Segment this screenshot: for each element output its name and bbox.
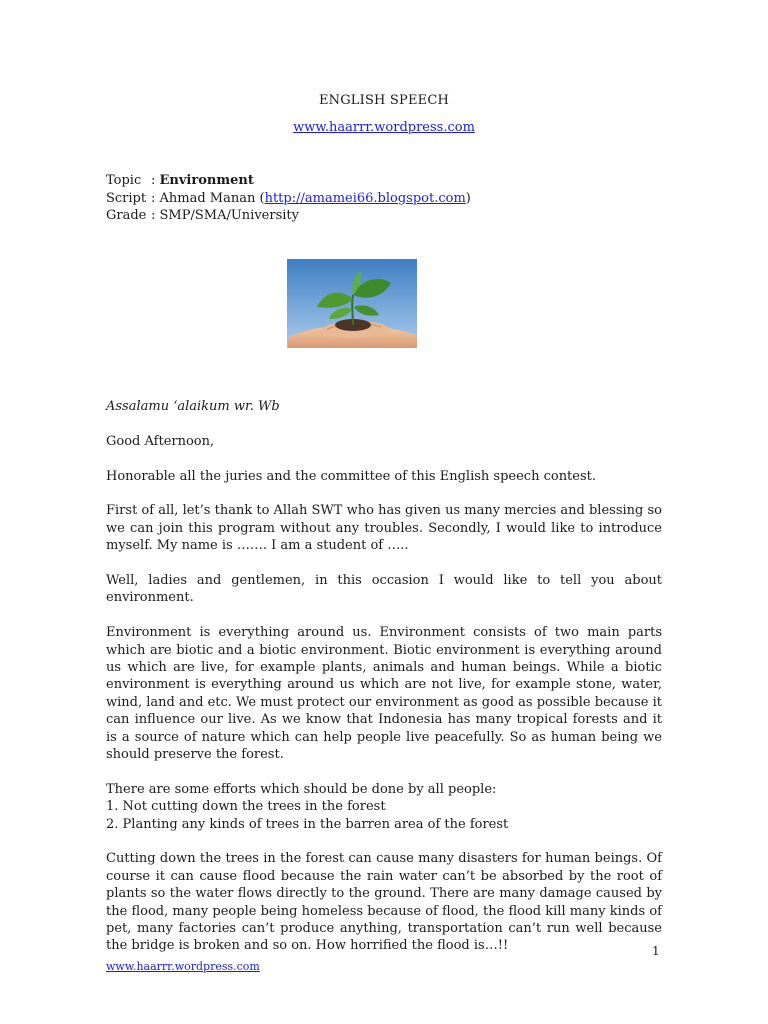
speech-paragraph: Honorable all the juries and the committee of this English speech contest. — [106, 468, 597, 484]
plant-in-hands-icon — [287, 259, 417, 348]
page-number: 1 — [652, 944, 660, 958]
speech-paragraph: Environment is everything around us. Environment consists of two main parts which are biotic and a biotic environment. Biotic environment is everything around us which are live, for example plants, animals and human beings. While a biotic environment is everything around us which are not live, for example stone, water, wind, land and etc. We must protect our environment as good as possible because it can influence our live. As we know that Indonesia has many tropical forests and it is a source of nature which can help people live peacefully. So as human being we should preserve the forest. — [106, 625, 662, 763]
footer-link-container — [106, 960, 260, 973]
speech-body — [106, 398, 662, 972]
header-site-link-container — [0, 120, 768, 135]
meta-topic-text: Environment — [159, 173, 254, 188]
meta-topic-key: Topic — [106, 173, 142, 188]
plant-in-hands-image — [287, 259, 417, 348]
speech-paragraph: Cutting down the trees in the forest can cause many disasters for human beings. Of course it can cause flood because the rain water can’t be absorbed by the root of plants so the water flows directly to the ground. There are many damage caused by the flood, many people being homeless because of flood, the flood kill many kinds of pet, many factories can’t produce anything, transportation can’t run well because the bridge is broken and so on. How horrified the flood is…!! — [106, 851, 662, 954]
meta-grade-value — [151, 207, 299, 225]
meta-script-link[interactable]: http://amamei66.blogspot.com — [264, 190, 466, 206]
meta-grade-key: Grade — [106, 208, 147, 223]
meta-grade-row — [106, 207, 471, 225]
meta-script-author: Ahmad Manan ( — [159, 190, 265, 206]
speech-salutation: Good Afternoon, — [106, 433, 215, 449]
effort-list-item: 2. Planting any kinds of trees in the barren area of the forest — [106, 816, 509, 832]
meta-script-close: ) — [465, 190, 471, 206]
speech-paragraph: Well, ladies and gentlemen, in this occasion I would like to tell you about environment. — [106, 573, 662, 606]
meta-topic-row — [106, 172, 471, 190]
meta-script-value — [151, 190, 471, 208]
efforts-intro: There are some efforts which should be done by all people: — [106, 781, 497, 797]
speech-meta — [106, 172, 471, 225]
speech-greeting: Assalamu ‘alaikum wr. Wb — [106, 399, 280, 414]
speech-paragraph: First of all, let’s thank to Allah SWT who has given us many mercies and blessing so we can join this program without any troubles. Secondly, I would like to introduce myself. My name is ……. I am a student of ….. — [106, 503, 662, 554]
meta-separator: : — [151, 173, 160, 188]
meta-topic-value — [151, 172, 254, 190]
header-site-link[interactable]: www.haarrr.wordpress.com — [293, 120, 475, 135]
footer-site-link[interactable]: www.haarrr.wordpress.com — [106, 960, 260, 973]
meta-grade-text: SMP/SMA/University — [159, 208, 299, 223]
meta-separator: : — [151, 208, 160, 223]
effort-list-item: 1. Not cutting down the trees in the forest — [106, 799, 386, 815]
meta-separator: : — [151, 190, 160, 206]
document-title: ENGLISH SPEECH — [318, 93, 450, 108]
meta-script-row — [106, 190, 471, 208]
meta-script-key: Script — [106, 190, 147, 206]
